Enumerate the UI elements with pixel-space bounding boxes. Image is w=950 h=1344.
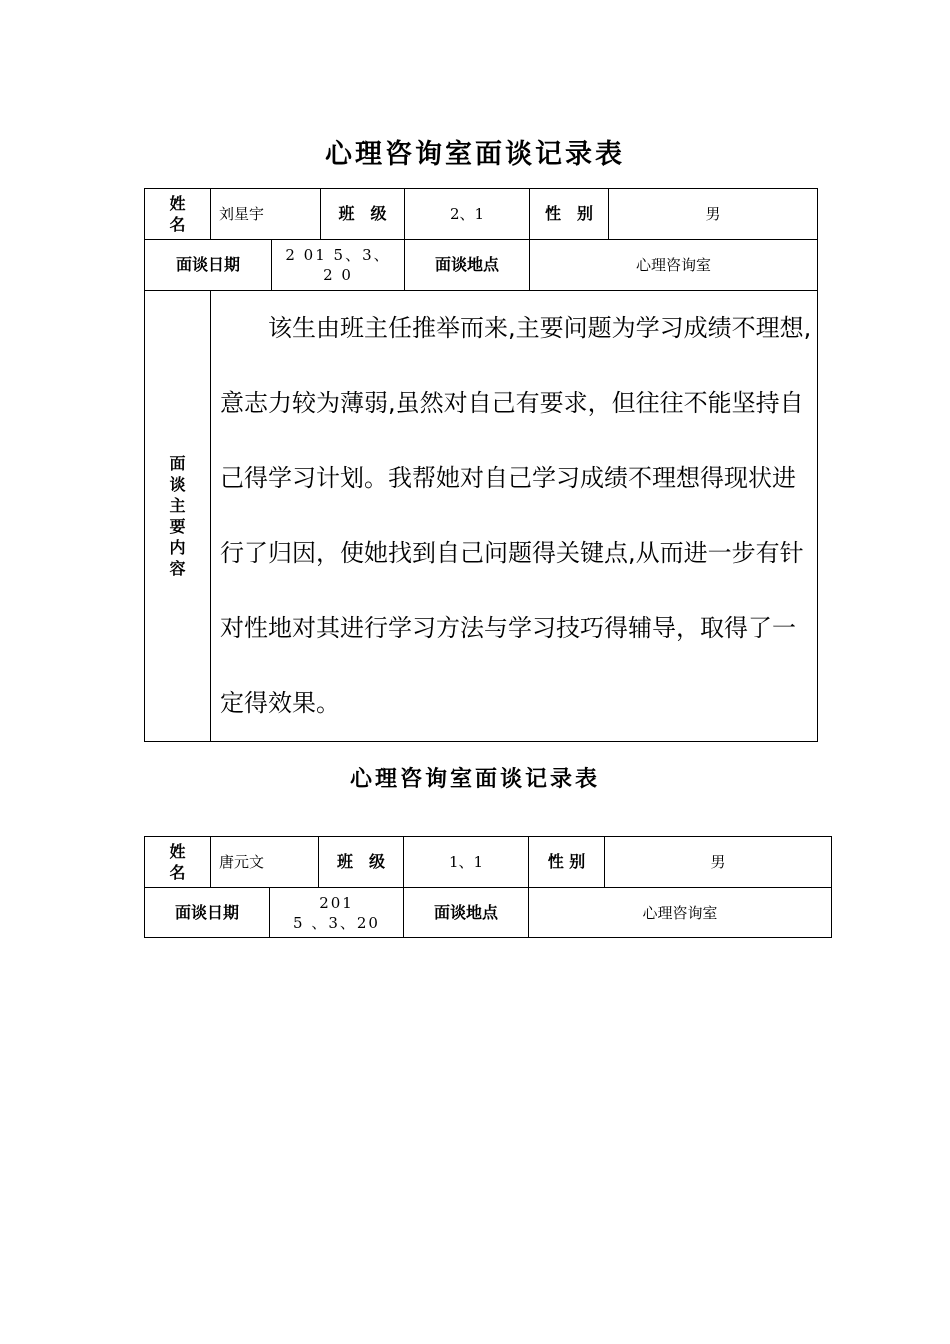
place-value: 心理咨询室 bbox=[529, 888, 832, 938]
interview-record-table-1 bbox=[144, 188, 818, 742]
place-label: 面谈地点 bbox=[404, 888, 529, 938]
table-row bbox=[145, 837, 832, 888]
date-label: 面谈日期 bbox=[145, 888, 270, 938]
date-value bbox=[272, 240, 405, 291]
date-value-line1: 201 bbox=[319, 893, 354, 912]
date-label: 面谈日期 bbox=[145, 240, 272, 291]
name-label: 姓名 bbox=[145, 189, 211, 240]
form-title-2: 心理咨询室面谈记录表 bbox=[349, 767, 600, 792]
content-label: 面谈主要内容 bbox=[145, 291, 211, 742]
name-value: 刘星宇 bbox=[211, 189, 321, 240]
table-row bbox=[145, 189, 818, 240]
class-value: 1、1 bbox=[404, 837, 529, 888]
class-value: 2、1 bbox=[405, 189, 530, 240]
date-value-line2: 5 、3、20 bbox=[293, 913, 380, 932]
date-value-line2: 2 0 bbox=[323, 266, 353, 284]
table-row bbox=[145, 240, 818, 291]
gender-label: 性 别 bbox=[529, 837, 605, 888]
place-value: 心理咨询室 bbox=[530, 240, 818, 291]
gender-value: 男 bbox=[609, 189, 818, 240]
name-label: 姓名 bbox=[145, 837, 211, 888]
table-row bbox=[145, 291, 818, 742]
place-label: 面谈地点 bbox=[405, 240, 530, 291]
table-row bbox=[145, 888, 832, 938]
date-value bbox=[270, 888, 404, 938]
content-text: 该生由班主任推举而来,主要问题为学习成绩不理想,意志力较为薄弱,虽然对自己有要求，但往往不能坚持自己得学习计划。我帮她对自己学习成绩不理想得现状进行了归因，使她找到自己问题得关键点,从而进一步有针对性地对其进行学习方法与学习技巧得辅导，取得了一定得效果。 bbox=[211, 291, 818, 742]
form-title-1: 心理咨询室面谈记录表 bbox=[325, 139, 625, 170]
class-label: 班 级 bbox=[319, 837, 404, 888]
interview-record-table-2 bbox=[144, 836, 832, 938]
class-label: 班 级 bbox=[321, 189, 405, 240]
name-value: 唐元文 bbox=[211, 837, 319, 888]
gender-label: 性 别 bbox=[530, 189, 609, 240]
date-value-line1: 2 01 5、3、 bbox=[285, 246, 391, 264]
gender-value: 男 bbox=[605, 837, 832, 888]
